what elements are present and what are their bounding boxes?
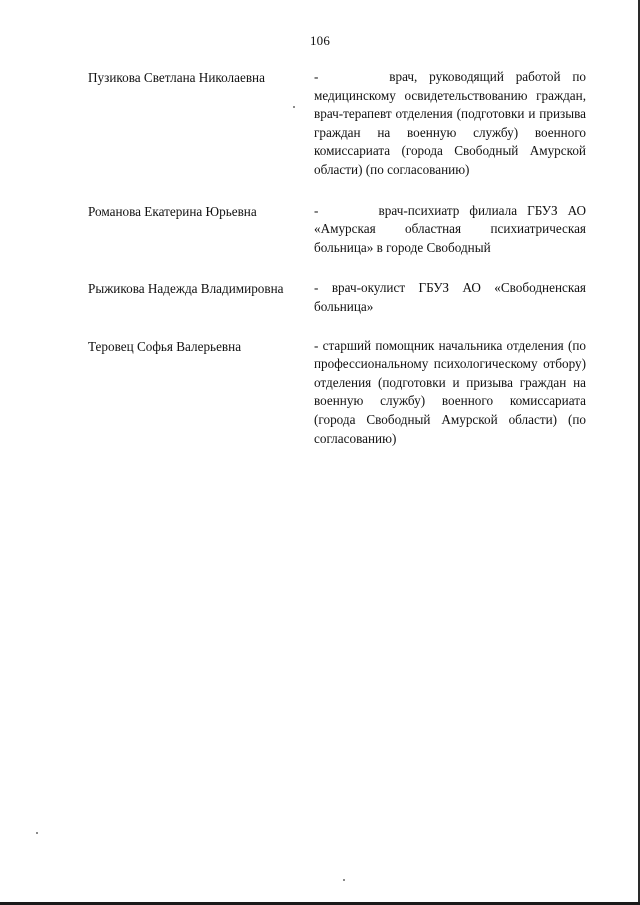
scan-speck xyxy=(293,106,295,108)
member-name: Пузикова Светлана Николаевна xyxy=(88,70,265,85)
member-role: - врач, руководящий работой по медицинскому освидетельствованию граждан, врач-терапевт отделения (подготовки и призыва граждан на военную службу) военного комиссариата (города Свободный Амурской области) (по согласованию) xyxy=(314,69,586,177)
scan-speck xyxy=(36,832,38,834)
list-item xyxy=(88,337,588,449)
member-role: - старший помощник начальника отделения (по профессиональному психологическому отбору) отделения (подготовки и призыва граждан на военную службу) военного комиссариата (города Свободный Амурской области) (по согласованию) xyxy=(314,337,586,446)
member-role: - врач-окулист ГБУЗ АО «Свободненская больница» xyxy=(314,280,586,314)
member-name: Романова Екатерина Юрьевна xyxy=(88,203,257,219)
list-item xyxy=(88,279,588,316)
list-item xyxy=(88,202,588,258)
member-role: - врач-психиатр филиала ГБУЗ АО «Амурская областная психиатрическая больница» в городе Свободный xyxy=(314,202,586,255)
scan-speck xyxy=(343,879,345,881)
page-number: 106 xyxy=(309,33,331,48)
member-list xyxy=(88,68,588,470)
list-item xyxy=(88,68,588,180)
member-name: Рыжикова Надежда Владимировна xyxy=(88,281,284,297)
member-name: Теровец Софья Валерьевна xyxy=(88,338,242,354)
